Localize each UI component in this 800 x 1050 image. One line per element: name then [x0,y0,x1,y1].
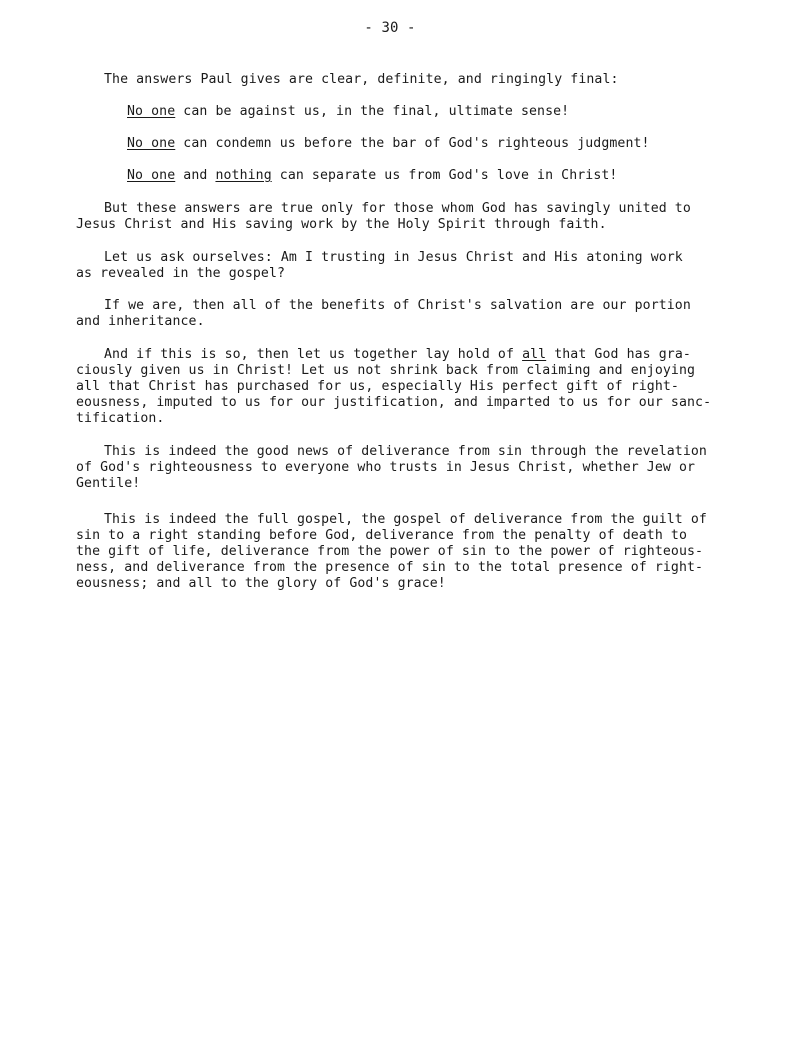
paragraph-4-line-2: ciously given us in Christ! Let us not shrink back from claiming and enjoying [76,363,696,378]
paragraph-4-text: And if this is so, then let us together lay hold of [104,347,523,362]
paragraph-4-emphasis: all [522,347,547,362]
answer-text: and [175,168,216,183]
paragraph-6-line-5: eousness; and all to the glory of God's grace! [76,576,446,591]
answer-lead: No one [127,104,176,119]
paragraph-6-line-1: This is indeed the full gospel, the gospel of deliverance from the guilt of [104,512,707,527]
paragraph-5-line-2: of God's righteousness to everyone who trusts in Jesus Christ, whether Jew or [76,460,696,475]
paragraph-1-line-2: Jesus Christ and His saving work by the Holy Spirit through faith. [76,217,607,232]
paragraph-5-line-1: This is indeed the good news of deliverance from sin through the revelation [104,444,707,459]
paragraph-6-line-3: the gift of life, deliverance from the power of sin to the power of righteous- [76,544,704,559]
answer-lead-2: nothing [215,168,272,183]
paragraph-4-line-5: tification. [76,411,165,426]
answer-text: can condemn us before the bar of God's righteous judgment! [175,136,650,151]
paragraph-4-line-1 [104,347,691,363]
answer-line-2 [127,136,650,152]
paragraph-2-line-2: as revealed in the gospel? [76,266,286,281]
answer-lead: No one [127,136,176,151]
paragraph-6-line-4: ness, and deliverance from the presence of sin to the total presence of right- [76,560,704,575]
paragraph-1-line-1: But these answers are true only for those whom God has savingly united to [104,201,691,216]
paragraph-6-line-2: sin to a right standing before God, deliverance from the penalty of death to [76,528,688,543]
paragraph-4-line-4: eousness, imputed to us for our justification, and imparted to us for our sanc- [76,395,712,410]
answer-line-1 [127,104,587,120]
answer-text: can separate us from God's love in Christ! [271,168,618,183]
paragraph-3-line-2: and inheritance. [76,314,205,329]
answer-lead: No one [127,168,176,183]
paragraph-4-text: that God has gra- [546,347,691,362]
answer-text: can be against us, in the final, ultimate sense! [175,104,570,119]
answer-line-3 [127,168,647,184]
paragraph-2-line-1: Let us ask ourselves: Am I trusting in Jesus Christ and His atoning work [104,250,683,265]
intro-line: The answers Paul gives are clear, definite, and ringingly final: [104,72,619,87]
paragraph-3-line-1: If we are, then all of the benefits of Christ's salvation are our portion [104,298,691,313]
paragraph-4-line-3: all that Christ has purchased for us, especially His perfect gift of right- [76,379,679,394]
page-number: - 30 - [364,20,416,36]
paragraph-5-line-3: Gentile! [76,476,141,491]
